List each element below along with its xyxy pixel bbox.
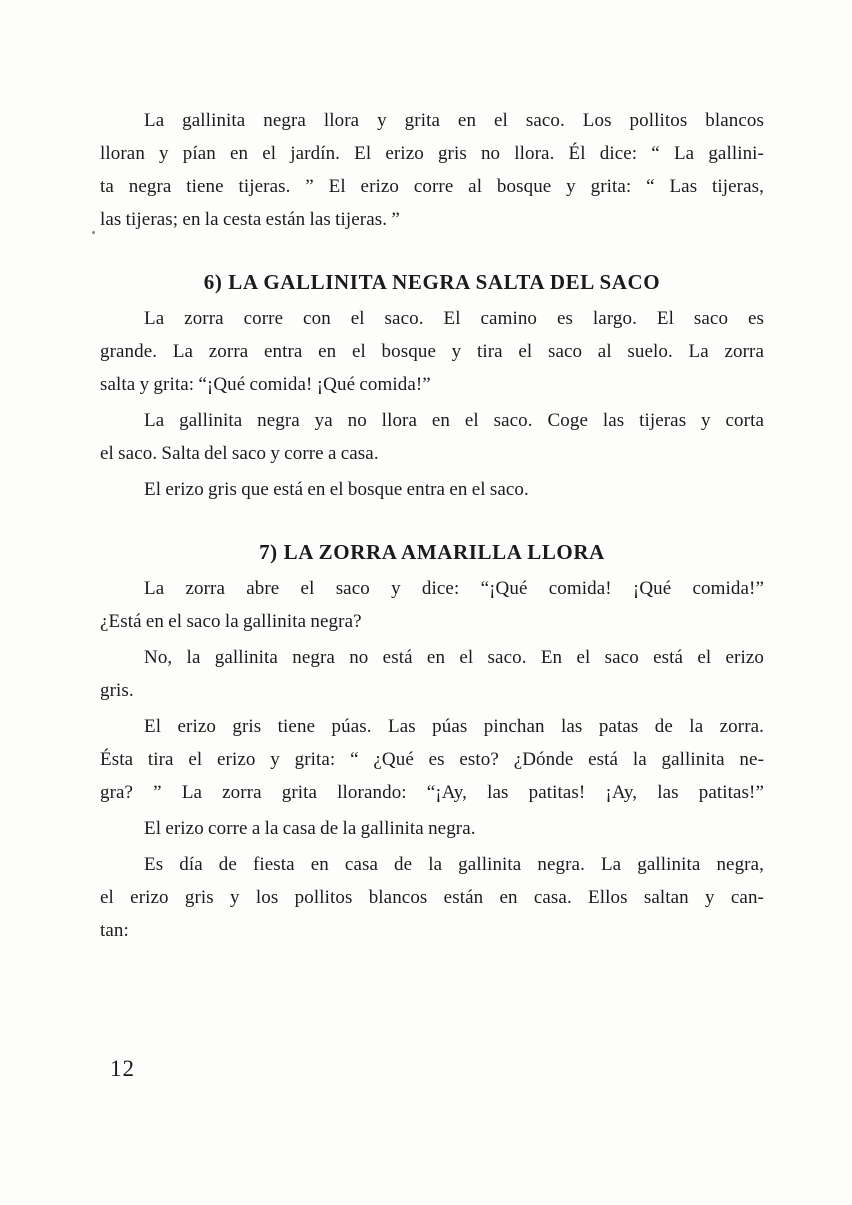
text-line: El erizo gris que está en el bosque entra en el saco. xyxy=(144,479,529,500)
text-line: El erizo gris tiene púas. Las púas pinchan las patas de la zorra. xyxy=(144,716,764,737)
page-number: 12 xyxy=(110,1056,135,1081)
text-line: tan: xyxy=(100,920,129,941)
text-line: salta y grita: “¡Qué comida! ¡Qué comida!” xyxy=(100,374,431,395)
text-line: gris. xyxy=(100,680,134,701)
text-line: La gallinita negra llora y grita en el saco. Los pollitos blancos xyxy=(144,110,764,131)
paragraph-zorra-abre xyxy=(100,572,764,638)
text-line: el saco. Salta del saco y corre a casa. xyxy=(100,443,379,464)
text-line: La zorra abre el saco y dice: “¡Qué comida! ¡Qué comida!” xyxy=(144,578,764,599)
paragraph-gallinita-corta xyxy=(100,404,764,470)
scan-artifact xyxy=(92,231,95,234)
text-line: las tijeras; en la cesta están las tijeras. ” xyxy=(100,209,400,230)
text-line: ¿Está en el saco la gallinita negra? xyxy=(100,611,362,632)
text-line: El erizo corre a la casa de la gallinita negra. xyxy=(144,818,476,839)
section-heading-6: 6) LA GALLINITA NEGRA SALTA DEL SACO xyxy=(203,270,661,294)
text-line: lloran y pían en el jardín. El erizo gris no llora. Él dice: “ La gallini- xyxy=(100,143,764,164)
text-line: grande. La zorra entra en el bosque y tira el saco al suelo. La zorra xyxy=(100,341,764,362)
text-line: el erizo gris y los pollitos blancos están en casa. Ellos saltan y can- xyxy=(100,887,764,908)
paragraph-no-esta xyxy=(100,641,764,707)
text-line: gra? ” La zorra grita llorando: “¡Ay, las patitas! ¡Ay, las patitas!” xyxy=(100,782,764,803)
text-line: Es día de fiesta en casa de la gallinita negra. La gallinita negra, xyxy=(144,854,764,875)
paragraph-erizo-entra xyxy=(100,473,764,506)
paragraph-fiesta xyxy=(100,848,764,947)
story-text xyxy=(100,104,764,947)
text-line: ta negra tiene tijeras. ” El erizo corre al bosque y grita: “ Las tijeras, xyxy=(100,176,764,197)
text-line: No, la gallinita negra no está en el saco. En el saco está el erizo xyxy=(144,647,764,668)
paragraph-intro xyxy=(100,104,764,236)
text-line: La zorra corre con el saco. El camino es largo. El saco es xyxy=(144,308,764,329)
paragraph-erizo-corre xyxy=(100,812,764,845)
text-line: Ésta tira el erizo y grita: “ ¿Qué es esto? ¿Dónde está la gallinita ne- xyxy=(100,749,764,770)
paragraph-zorra-corre xyxy=(100,302,764,401)
text-line: La gallinita negra ya no llora en el saco. Coge las tijeras y corta xyxy=(144,410,764,431)
paragraph-puas xyxy=(100,710,764,809)
section-heading-7: 7) LA ZORRA AMARILLA LLORA xyxy=(259,540,605,564)
